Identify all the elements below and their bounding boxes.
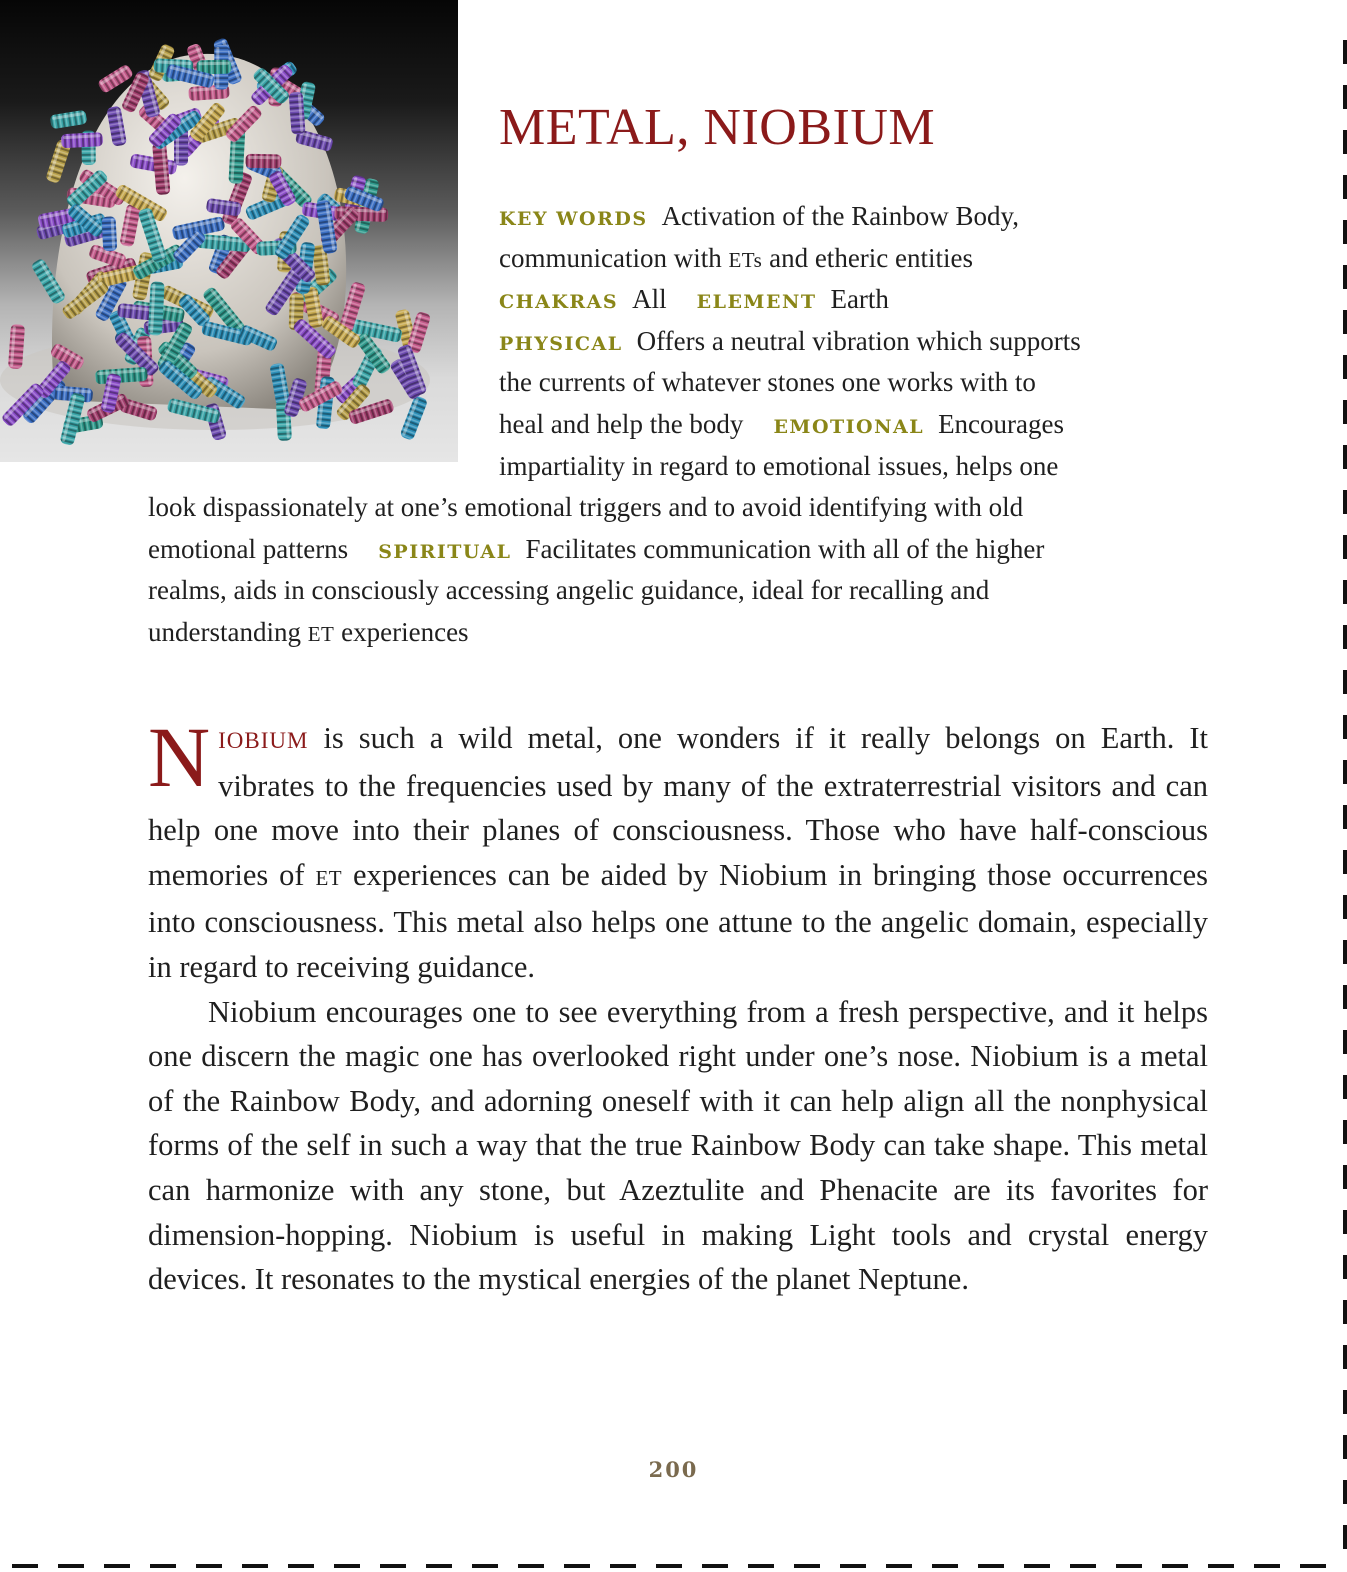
chakras-label: CHAKRAS (499, 291, 619, 314)
key-words-line-2 (148, 238, 1228, 280)
key-words-label: KEY WORDS (499, 208, 648, 230)
body-p1-part-b: experiences can be aided by Niobium in bringing those occurrences into consciousness. This metal also helps one attune to the angelic domain, especially in regard to receiving guidance. (148, 857, 1208, 984)
chakras-value: All (632, 284, 667, 315)
key-words-text-2b: ETs (728, 247, 763, 272)
key-words-text-1: Activation of the Rainbow Body, (661, 201, 1020, 231)
emotional-text-4: emotional patterns (148, 533, 349, 564)
page-number: 200 (648, 1457, 699, 1482)
lead-small-caps: IOBIUM (218, 728, 309, 753)
emotional-line-2 (148, 446, 1228, 488)
physical-text-2: the currents of whatever stones one works with to (499, 367, 1036, 398)
body-p1-small-caps: ET (315, 865, 343, 890)
entry-title: METAL, NIOBIUM (499, 99, 936, 156)
physical-text-1: Offers a neutral vibration which supports (636, 325, 1081, 356)
physical-line-1 (148, 321, 1228, 363)
key-words-text-2c: and etheric entities (762, 242, 974, 273)
spiritual-line-2 (148, 570, 1228, 612)
spiritual-text-3c: experiences (334, 616, 469, 647)
physical-line-2 (148, 362, 1228, 404)
physical-label: PHYSICAL (499, 332, 623, 355)
emotional-text-2: impartiality in regard to emotional issues, helps one (499, 450, 1059, 481)
body-text (148, 709, 1208, 1302)
spiritual-text-1: Facilitates communication with all of the higher (525, 533, 1045, 564)
body-p1-part-a: is such a wild metal, one wonders if it really belongs on Earth. It vibrates to the frequencies used by many of the extraterrestrial visitors and can help one move into their planes of consciousness. Those who have half-conscious memories of (148, 721, 1208, 892)
body-paragraph-1 (148, 709, 1208, 990)
properties-block (148, 196, 1228, 654)
physical-text-3: heal and help the body (499, 408, 744, 439)
emotional-line-3 (148, 487, 1228, 529)
spiritual-text-3a: understanding (148, 616, 308, 647)
crop-marks-bottom (0, 1558, 1347, 1572)
spiritual-text-2: realms, aids in consciously accessing angelic guidance, ideal for recalling and (148, 575, 990, 606)
drop-cap: N (148, 709, 211, 805)
emotional-text-3: look dispassionately at one’s emotional triggers and to avoid identifying with old (148, 492, 1024, 523)
element-value: Earth (830, 284, 889, 315)
key-words-line-1 (148, 196, 1228, 238)
spiritual-line-3 (148, 612, 1228, 654)
spiritual-text-3b: ET (307, 621, 335, 646)
key-words-text-2a: communication with (499, 242, 729, 273)
physical-emotional-line (148, 404, 1228, 446)
element-label: ELEMENT (696, 291, 817, 314)
crop-marks-right (1337, 0, 1347, 1572)
emotional-spiritual-line (148, 529, 1228, 571)
chakras-element-line (148, 279, 1228, 321)
spiritual-label: SPIRITUAL (378, 540, 512, 563)
emotional-text-1: Encourages (938, 408, 1065, 439)
emotional-label: EMOTIONAL (773, 415, 925, 438)
body-paragraph-2: Niobium encourages one to see everything from a fresh perspective, and it helps one discern the magic one has overlooked right under one’s nose. Niobium is a metal of the Rainbow Body, and adorning oneself with it can help align all the nonphysical forms of the self in such a way that the true Rainbow Body can take shape. This metal can harmonize with any stone, but Azeztulite and Phenacite are its favorites for dimension-hopping. Niobium is useful in making Light tools and crystal energy devices. It resonates to the mystical energies of the planet Neptune. (148, 994, 1208, 1297)
